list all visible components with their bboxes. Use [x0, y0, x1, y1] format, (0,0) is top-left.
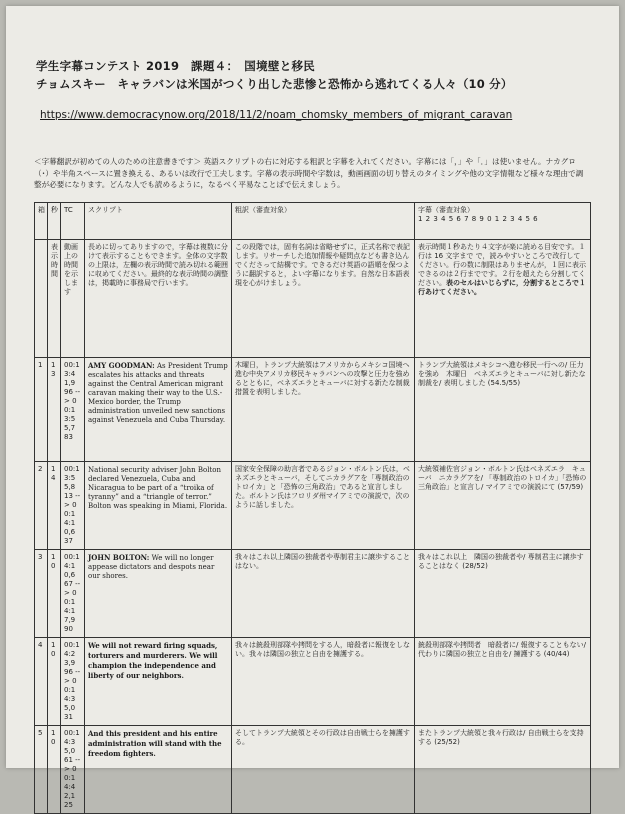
row-subtitle[interactable]: またトランプ大統領と我々行政は/ 自由戦士らを支持する (25/52)	[415, 726, 591, 814]
row-sec: 10	[48, 638, 61, 726]
row-script	[85, 726, 232, 814]
row-rough-translation[interactable]: 木曜日，トランプ大統領はアメリカからメキシコ国境へ進む中央アメリカ移民キャラバンへの攻撃と圧力を強めるとともに，ベネズエラとキューバに対する新たな制裁措置を表明しました。	[232, 358, 415, 462]
speaker-label: AMY GOODMAN:	[88, 361, 155, 370]
row-subtitle[interactable]: 銃殺刑部隊や拷問者 暗殺者に/ 報復することもない/ 代わりに隣国の独立と自由を/ 擁護する (40/44)	[415, 638, 591, 726]
header-rough: 粗訳（審査対象）	[232, 203, 415, 240]
header-sec: 秒	[48, 203, 61, 240]
table-row	[35, 638, 591, 726]
guide-rough: この段階では，固有名詞は省略せずに，正式名称で表記します。リサーチした追加情報や疑問点なども書き込んでくださって結構です。できるだけ英語の語順を保つように翻訳すると，よい字幕になります。自然な日本語表現を心がけましょう。	[232, 240, 415, 358]
row-num: 5	[35, 726, 48, 814]
row-num: 3	[35, 550, 48, 638]
table-row	[35, 358, 591, 462]
character-ruler: 1 2 3 4 5 6 7 8 9 0 1 2 3 4 5 6	[418, 215, 539, 223]
guide-subs	[415, 240, 591, 358]
instructions-paragraph: ＜字幕翻訳が初めての人のための注意書きです＞ 英語スクリプトの右に対応する粗訳と字幕を入れてください。字幕には「，」や「．」は使いません。ナカグロ（･）や半角スペースに置き換える、あるいは改行で工夫します。字幕の表示時間や字数は，動画画面の切り替えのタイミングや他の文字情報など様々な理由で調整が必要になります。どんな人でも読めるように，なるべく平易なことばで伝えましょう。	[34, 157, 584, 189]
guide-script: 長めに切ってありますので，字幕は複数に分けて表示することもできます。全体の文字数の上限は，左欄の表示時間で読み切れる範囲に収めてください。最終的な表示時間の調整は，掲載時に事務局で行います。	[85, 240, 232, 358]
row-timecode: 00:14:23,9 96 --> 00:14:35,0 31	[61, 638, 85, 726]
row-subtitle[interactable]: 我々はこれ以上 隣国の独裁者や/ 専制君主に譲歩することはなく (28/52)	[415, 550, 591, 638]
header-subs	[415, 203, 591, 240]
row-sec: 14	[48, 462, 61, 550]
guide-subs-bold: 表のセルはいじらずに，分割するところで１行あけてください。	[418, 279, 586, 296]
guide-sec: 表示時間	[48, 240, 61, 358]
table-row	[35, 550, 591, 638]
guide-tc: 動画上の時間を示します	[61, 240, 85, 358]
header-tc: TC	[61, 203, 85, 240]
header-subs-label: 字幕（審査対象）	[418, 206, 474, 214]
script-text: National security adviser John Bolton declared Venezuela, Cuba and Nicaragua to be part of a “troika of tyranny” and a “triangle of terror.” Bolton was speaking in Miami, Florida.	[88, 466, 228, 510]
row-script	[85, 462, 232, 550]
row-sec: 10	[48, 726, 61, 814]
row-timecode: 00:13:41,9 96 --> 00:13:55,7 83	[61, 358, 85, 462]
script-text: As President Trump escalates his attacks and threats against the Central American migrant caravan making their way to the U.S.-Mexico border, the Trump administration unveiled new sanctions against Venezuela and Cuba Thursday.	[88, 362, 228, 424]
speaker-label: JOHN BOLTON:	[88, 553, 150, 562]
row-subtitle[interactable]: トランプ大統領はメキシコへ進む移民一行への/ 圧力を強め 木曜日 ベネズエラとキューバに対し新たな制裁を/ 表明しました (54.5/55)	[415, 358, 591, 462]
row-num: 1	[35, 358, 48, 462]
table-row	[35, 726, 591, 814]
script-text: We will no longer appease dictators and despots near our shores.	[88, 554, 215, 580]
row-num: 4	[35, 638, 48, 726]
row-timecode: 00:14:10,6 67 --> 00:14:17,9 90	[61, 550, 85, 638]
document-subtitle: チョムスキー キャラバンは米国がつくり出した悲惨と恐怖から逃れてくる人々（10 分）	[36, 77, 513, 91]
row-script	[85, 550, 232, 638]
row-sec: 13	[48, 358, 61, 462]
row-rough-translation[interactable]: 我々は銃殺刑部隊や拷問をする人，暗殺者に報復をしない。我々は隣国の独立と自由を擁護する。	[232, 638, 415, 726]
document-page	[6, 6, 619, 809]
row-timecode: 00:13:55,8 13 --> 00:14:10,6 37	[61, 462, 85, 550]
guide-num	[35, 240, 48, 358]
row-rough-translation[interactable]: 国家安全保障の助言者であるジョン・ボルトン氏は，ベネズエラとキューバ，そしてニカラグアを「専制政治のトロイカ」と「恐怖の三角政治」であると宣言しました。ボルトン氏はフロリダ州マイアミでの演説で，次のように話しました。	[232, 462, 415, 550]
guide-subs-text: 表示時間１秒あたり４文字が楽に読める目安です。１行は 16 文字まで で，読みやすいところで改行してください。行の数に制限はありませんが，１回に表示できるのは２行までです。２行を超えたら分割してください。	[418, 243, 586, 287]
row-sec: 10	[48, 550, 61, 638]
row-rough-translation[interactable]: そしてトランプ大統領とその行政は自由戦士らを擁護する。	[232, 726, 415, 814]
script-text: And this president and his entire administration will stand with the freedom fighters.	[88, 729, 222, 758]
guide-row	[35, 240, 591, 358]
row-num: 2	[35, 462, 48, 550]
row-script	[85, 358, 232, 462]
row-subtitle[interactable]: 大統領補佐官ジョン・ボルトン氏はベネズエラ キューバ ニカラグアを/ 「専制政治のトロイカ」「恐怖の三角政治」と宣言し/ マイアミでの演説にて (57/59)	[415, 462, 591, 550]
table-row	[35, 462, 591, 550]
script-text: We will not reward firing squads, torturers and murderers. We will champion the independence and liberty of our neighbors.	[88, 641, 218, 680]
row-rough-translation[interactable]: 我々はこれ以上隣国の独裁者や専制君主に譲歩することはない。	[232, 550, 415, 638]
header-script: スクリプト	[85, 203, 232, 240]
header-num: 箱	[35, 203, 48, 240]
row-script	[85, 638, 232, 726]
source-url[interactable]: https://www.democracynow.org/2018/11/2/noam_chomsky_members_of_migrant_caravan	[40, 109, 513, 121]
header-row	[35, 203, 591, 240]
document-title: 学生字幕コンテスト 2019 課題４： 国境壁と移民	[36, 59, 316, 73]
subtitle-worksheet-table	[34, 202, 591, 814]
row-timecode: 00:14:35,0 61 --> 00:14:42,1 25	[61, 726, 85, 814]
